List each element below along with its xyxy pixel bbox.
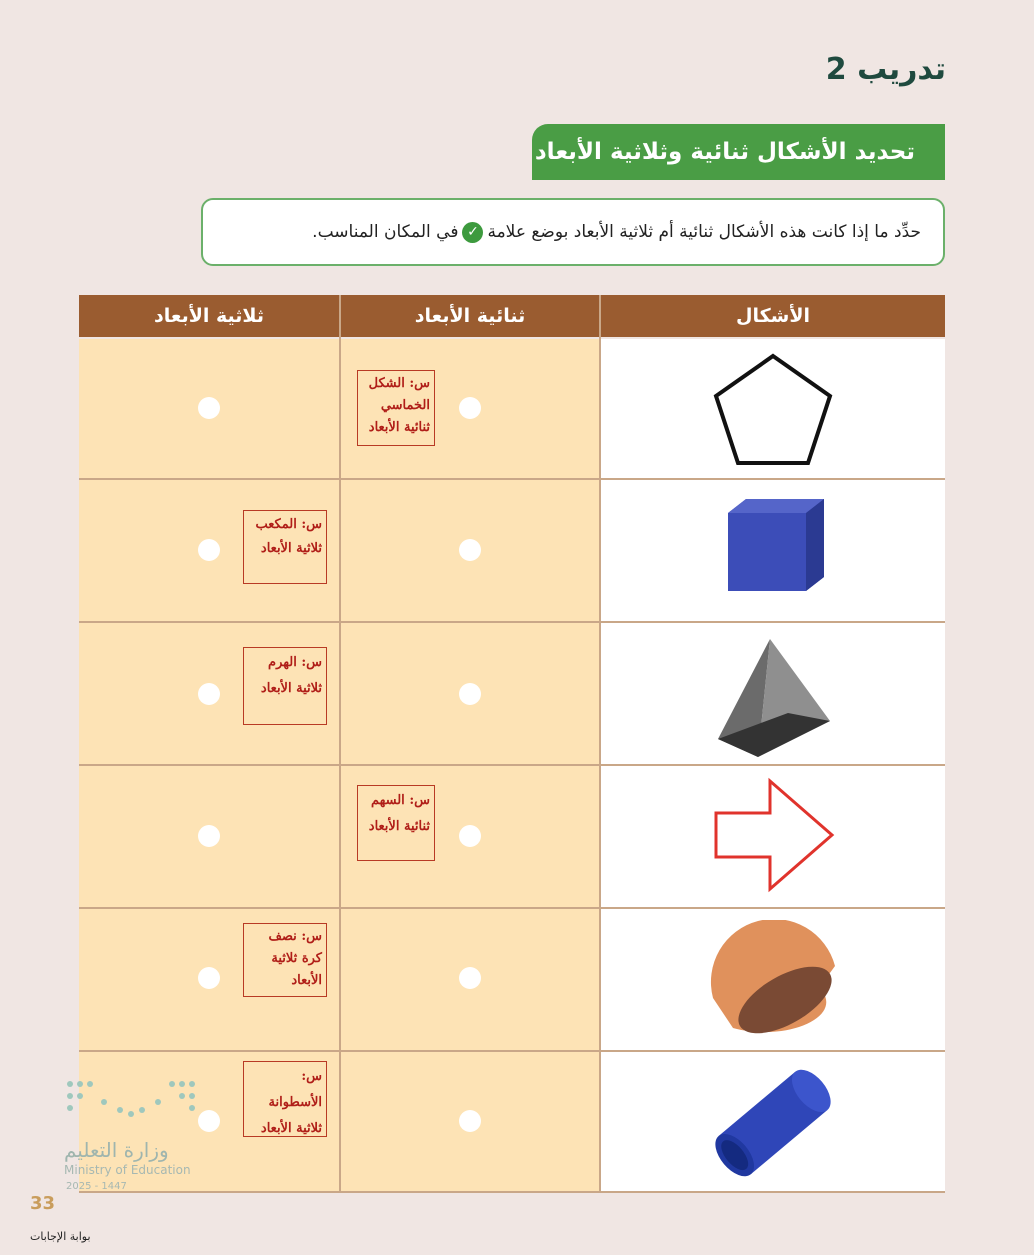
answer-row3: س: الهرم ثلاثية الأبعاد: [243, 647, 327, 725]
radio-3d-row1[interactable]: [198, 397, 220, 419]
radio-3d-row6[interactable]: [198, 1110, 220, 1132]
radio-3d-row4[interactable]: [198, 825, 220, 847]
site-label: بوابة الإجابات: [30, 1230, 91, 1243]
hemisphere-icon: [601, 909, 945, 1050]
ministry-dots-icon: [64, 1078, 198, 1122]
answer-row6: س: الأسطوانة ثلاثية الأبعاد: [243, 1061, 327, 1137]
header-shapes: الأشكال: [601, 295, 945, 337]
ministry-year: 2025 - 1447: [66, 1181, 127, 1192]
pentagon-icon: [601, 337, 945, 478]
answer-row1: س: الشكل الخماسي ثنائية الأبعاد: [357, 370, 435, 446]
cylinder-icon: [601, 1052, 945, 1193]
header-3d: ثلاثية الأبعاد: [79, 295, 339, 337]
radio-2d-row3[interactable]: [459, 683, 481, 705]
shapes-table: [79, 295, 945, 1193]
arrow-icon: [601, 766, 945, 907]
radio-3d-row2[interactable]: [198, 539, 220, 561]
answer-row2: س: المكعب ثلاثية الأبعاد: [243, 510, 327, 584]
section-banner: تحديد الأشكال ثنائية وثلاثية الأبعاد: [532, 124, 945, 180]
radio-2d-row6[interactable]: [459, 1110, 481, 1132]
radio-2d-row5[interactable]: [459, 967, 481, 989]
instruction-text: حدِّد ما إذا كانت هذه الأشكال ثنائية أم ثلاثية الأبعاد بوضع علامة: [487, 222, 921, 242]
cube-icon: [601, 480, 945, 621]
ministry-name-ar: وزارة التعليم: [64, 1138, 169, 1162]
radio-2d-row2[interactable]: [459, 539, 481, 561]
answer-row5: س: نصف كرة ثلاثية الأبعاد: [243, 923, 327, 997]
page-number: 33: [30, 1193, 56, 1214]
instruction-box: [201, 198, 945, 266]
radio-2d-row4[interactable]: [459, 825, 481, 847]
check-icon: ✓: [462, 222, 483, 243]
header-2d: ثنائية الأبعاد: [341, 295, 599, 337]
ministry-name-en: Ministry of Education: [64, 1163, 191, 1177]
page-title: تدريب 2: [825, 52, 946, 87]
ministry-logo: [64, 1078, 198, 1127]
instruction-text-end: في المكان المناسب.: [312, 222, 459, 242]
answer-row4: س: السهم ثنائية الأبعاد: [357, 785, 435, 861]
radio-2d-row1[interactable]: [459, 397, 481, 419]
radio-3d-row3[interactable]: [198, 683, 220, 705]
pyramid-icon: [601, 623, 945, 764]
radio-3d-row5[interactable]: [198, 967, 220, 989]
